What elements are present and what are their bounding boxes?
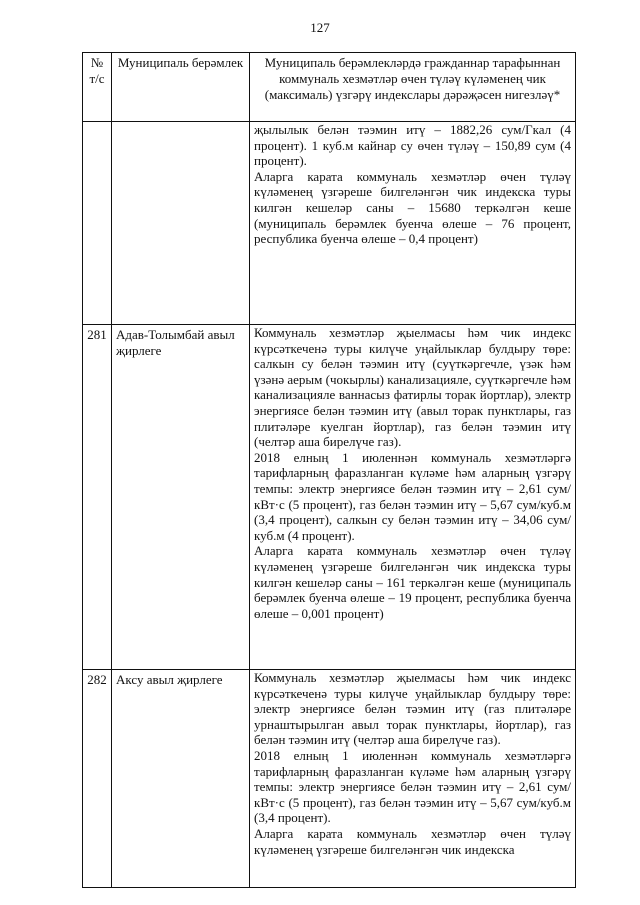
row-number: 281 bbox=[83, 325, 112, 670]
header-municipality: Муниципаль берәмлек bbox=[112, 53, 250, 122]
description-paragraph: Коммуналь хезмәтләр җыелмасы һәм чик индекс күрсәткеченә туры килүче уңайлыклар булдыру төре: салкын су белән тәэмин итү (суүткәргечле, үзәк һәм үзәнә аерым (чокырлы) канализацияле, суүткәргечле һәм канализацияле ваннасыз фатирлы торак йортлар), электр энергиясе белән тәэмин итү (авыл торак пунктлары, газ плитәләре куелган йортлар), газ белән тәэмин итү (челтәр аша бирелүче газ). bbox=[254, 325, 571, 450]
table-row bbox=[83, 670, 576, 888]
row-description bbox=[250, 325, 576, 670]
description-paragraph: 2018 елның 1 июленнән коммуналь хезмәтләргә тарифларның фаразланган күләме һәм аларның үзгәрү темпы: электр энергиясе белән тәэмин итү – 2,61 сум/кВт·с (5 процент), газ белән тәэмин итү – 5,67 сум/куб.м (3,4 процент). bbox=[254, 747, 571, 826]
table-row bbox=[83, 122, 576, 325]
description-paragraph: җылылык белән тәэмин итү – 1882,26 сум/Гкал (4 процент). 1 куб.м кайнар су өчен түләү – 150,89 сум (4 процент). bbox=[254, 122, 571, 169]
header-index: Муниципаль берәмлекләрдә гражданнар тарафыннан коммуналь хезмәтләр өчен түләү күләменең чик (максималь) үзгәрү индекслары дәрәҗәсен нигезләү* bbox=[250, 53, 576, 122]
table-row bbox=[83, 325, 576, 670]
row-number bbox=[83, 122, 112, 325]
description-paragraph: Аларга карата коммуналь хезмәтләр өчен түләү күләменең үзгәреше билгеләнгән чик индекска bbox=[254, 825, 571, 857]
table-header-row bbox=[83, 53, 576, 122]
header-number: № т/с bbox=[83, 53, 112, 122]
row-municipality: Адав-Толымбай авыл җирлеге bbox=[112, 325, 250, 670]
row-description bbox=[250, 670, 576, 888]
description-paragraph: Коммуналь хезмәтләр җыелмасы һәм чик индекс күрсәткеченә туры килүче уңайлыклар булдыру төре: электр энергиясе белән тәэмин итү (газ плитәләре урнаштырылган авыл торак пунктлары, йортлар), газ белән тәэмин итү (челтәр аша бирелүче газ). bbox=[254, 670, 571, 748]
row-description bbox=[250, 122, 576, 325]
page-number: 127 bbox=[310, 20, 330, 35]
row-municipality bbox=[112, 122, 250, 325]
description-paragraph: Аларга карата коммуналь хезмәтләр өчен түләү күләменең үзгәреше билгеләнгән чик индекска туры килгән кешеләр саны – 15680 теркәлгән кеше (муниципаль берәмлек буенча өлеше – 76 процент, республика буенча өлеше – 0,4 процент) bbox=[254, 168, 571, 247]
description-paragraph: Аларга карата коммуналь хезмәтләр өчен түләү күләменең үзгәреше билгеләнгән чик индекска туры килгән кешеләр саны – 161 теркәлгән кеше (муниципаль берәмлек буенча өлеше – 19 процент, республика буенча өлеше – 0,001 процент) bbox=[254, 543, 571, 621]
municipal-index-table bbox=[82, 52, 576, 888]
description-paragraph: 2018 елның 1 июленнән коммуналь хезмәтләргә тарифларның фаразланган күләме һәм аларның үзгәрү темпы: электр энергиясе белән тәэмин итү – 2,61 сум/кВт·с (5 процент), газ белән тәэмин итү – 5,67 сум/куб.м (3,4 процент), салкын су белән тәэмин итү – 34,06 сум/куб.м (4 процент). bbox=[254, 449, 571, 543]
row-number: 282 bbox=[83, 670, 112, 888]
row-municipality: Аксу авыл җирлеге bbox=[112, 670, 250, 888]
